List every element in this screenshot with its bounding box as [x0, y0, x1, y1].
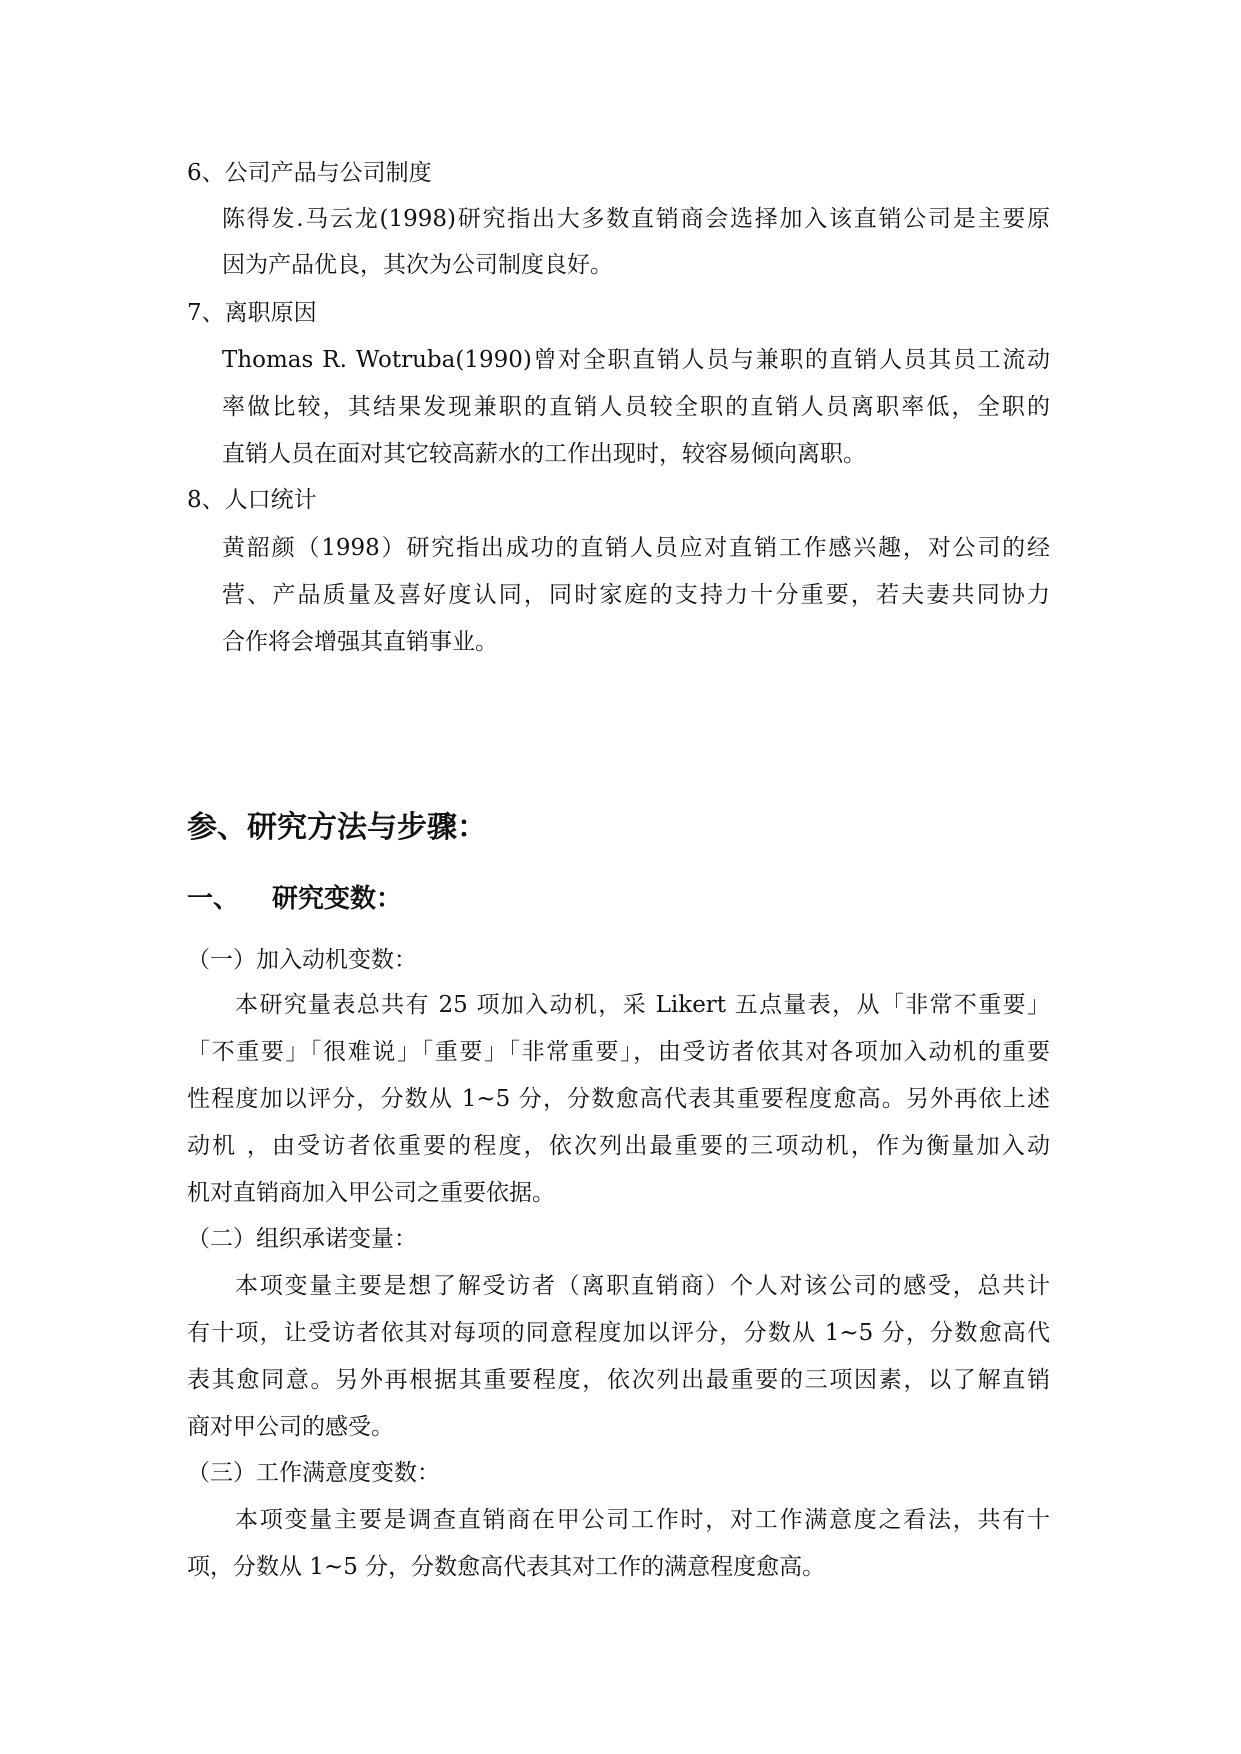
section-7-paragraph-line: 直销人员在面对其它较高薪水的工作出现时，较容易倾向离职。 — [222, 441, 866, 467]
part-2-paragraph-line: 本项变量主要是想了解受访者（离职直销商）个人对该公司的感受，总共计 — [235, 1273, 1050, 1299]
section-8-paragraph-line: 营、产品质量及喜好度认同，同时家庭的支持力十分重要，若夫妻共同协力 — [222, 582, 1050, 608]
section-6-paragraph-line: 陈得发.马云龙(1998)研究指出大多数直销商会选择加入该直销公司是主要原 — [222, 206, 1050, 232]
part-2-paragraph-line: 表其愈同意。另外再根据其重要程度，依次列出最重要的三项因素，以了解直销 — [187, 1367, 1050, 1393]
part-1-paragraph-line: 动机 ，由受访者依重要的程度，依次列出最重要的三项动机，作为衡量加入动 — [187, 1133, 1050, 1159]
part-2-heading: （二）组织承诺变量： — [187, 1226, 417, 1252]
section-6-heading: 6、公司产品与公司制度 — [187, 160, 432, 186]
section-7-paragraph-line: 率做比较，其结果发现兼职的直销人员较全职的直销人员离职率低，全职的 — [222, 394, 1050, 420]
section-8-paragraph-line: 黄韶颜（1998）研究指出成功的直销人员应对直销工作感兴趣，对公司的经 — [222, 535, 1050, 561]
part-1-paragraph-line: 机对直销商加入甲公司之重要依据。 — [187, 1180, 555, 1206]
subsection-number: 一、 — [187, 884, 240, 914]
part-1-heading: （一）加入动机变数： — [187, 947, 417, 973]
part-3-heading: （三）工作满意度变数： — [187, 1460, 440, 1486]
section-8-heading: 8、人口统计 — [187, 487, 317, 513]
part-3-paragraph-line: 本项变量主要是调查直销商在甲公司工作时，对工作满意度之看法，共有十 — [235, 1507, 1050, 1533]
subsection-heading: 研究变数： — [272, 884, 403, 914]
section-7-heading: 7、离职原因 — [187, 300, 317, 326]
section-8-paragraph-line: 合作将会增强其直销事业。 — [222, 629, 498, 655]
section-7-paragraph-line: Thomas R. Wotruba(1990)曾对全职直销人员与兼职的直销人员其员工流动 — [222, 347, 1050, 373]
part-1-paragraph-line: 性程度加以评分，分数从 1~5 分，分数愈高代表其重要程度愈高。另外再依上述 — [187, 1086, 1050, 1112]
chapter-heading: 参、研究方法与步骤： — [187, 810, 487, 845]
part-2-paragraph-line: 有十项，让受访者依其对每项的同意程度加以评分，分数从 1~5 分，分数愈高代 — [187, 1320, 1050, 1346]
part-3-paragraph-line: 项，分数从 1~5 分，分数愈高代表其对工作的满意程度愈高。 — [187, 1554, 826, 1580]
part-1-paragraph-line: 「不重要」「很难说」「重要」「非常重要」，由受访者依其对各项加入动机的重要 — [187, 1039, 1050, 1065]
part-1-paragraph-line: 本研究量表总共有 25 项加入动机，采 Likert 五点量表，从「非常不重要」 — [235, 992, 1050, 1018]
section-6-paragraph-line: 因为产品优良，其次为公司制度良好。 — [222, 252, 613, 278]
part-2-paragraph-line: 商对甲公司的感受。 — [187, 1414, 394, 1440]
